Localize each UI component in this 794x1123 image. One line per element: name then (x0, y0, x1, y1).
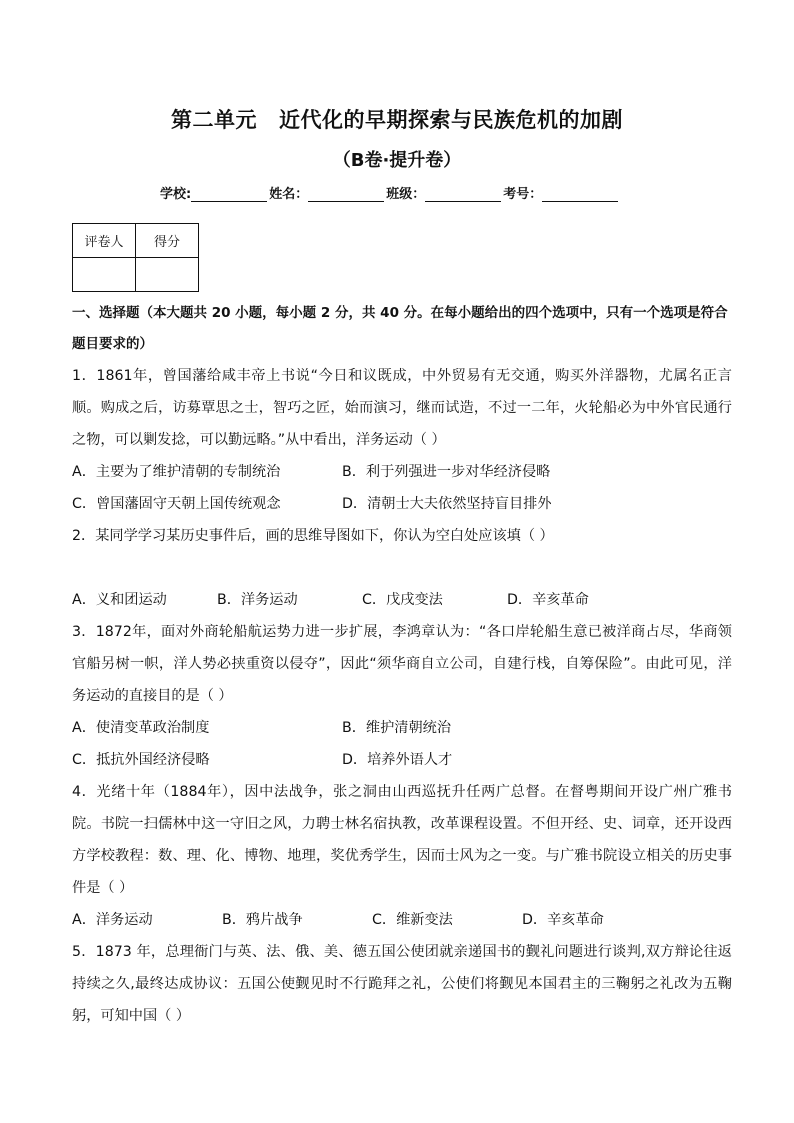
school-label: 学校: (160, 187, 192, 202)
question-4 (72, 776, 732, 936)
name-label: 姓名： (269, 187, 309, 202)
option-d[interactable]: D．培养外语人才 (342, 752, 453, 768)
class-blank[interactable] (425, 187, 501, 202)
option-b[interactable]: B．维护清朝统治 (342, 720, 452, 736)
question-2 (72, 520, 732, 616)
name-blank[interactable] (308, 187, 384, 202)
question-stem: 3．1872年，面对外商轮船航运势力进一步扩展，李鸿章认为：“各口岸轮船生意已被洋商占尽，华商领官船另树一帜，洋人势必挟重资以侵夺”，因此“须华商自立公司，自建行栈，自筹保险”。由此可见，洋务运动的直接目的是（ ） (72, 624, 732, 704)
class-label: 班级： (386, 187, 426, 202)
page-title (0, 104, 794, 134)
question-stem: 1．1861年，曾国藩给咸丰帝上书说“今日和议既成，中外贸易有无交通，购买外洋器物，尤属名正言顺。购成之后，访募覃思之士，智巧之匠，始而演习，继而试造，不过一二年，火轮船必为中外官民通行之物，可以剿发捻，可以勤远略。”从中看出，洋务运动（ ） (72, 368, 732, 448)
option-a[interactable]: A．洋务运动 (72, 912, 153, 928)
mind-map-area (72, 552, 732, 584)
score-table (72, 223, 199, 292)
option-a[interactable]: A．义和团运动 (72, 592, 167, 608)
question-5 (72, 936, 732, 1032)
option-row (72, 488, 732, 520)
option-b[interactable]: B．鸦片战争 (222, 912, 303, 928)
option-b[interactable]: B．洋务运动 (217, 592, 298, 608)
option-c[interactable]: C．曾国藩固守天朝上国传统观念 (72, 496, 281, 512)
school-blank[interactable] (191, 187, 267, 202)
option-d[interactable]: D．辛亥革命 (507, 592, 589, 608)
questions-section (72, 298, 732, 1032)
option-row (72, 584, 732, 616)
option-row (72, 456, 732, 488)
option-row (72, 712, 732, 744)
page-subtitle: （B卷·提升卷） (332, 150, 462, 171)
option-b[interactable]: B．利于列强进一步对华经济侵略 (342, 464, 551, 480)
exam-number-label: 考号： (503, 187, 543, 202)
option-c[interactable]: C．抵抗外国经济侵略 (72, 752, 210, 768)
question-3 (72, 616, 732, 776)
question-stem: 2．某同学学习某历史事件后，画的思维导图如下，你认为空白处应该填（ ） (72, 528, 554, 544)
question-stem: 4．光绪十年（1884年），因中法战争，张之洞由山西巡抚升任两广总督。在督粤期间开设广州广雅书院。书院一扫儒林中这一守旧之风，力聘士林名宿执教，改革课程设置。不但开经、史、词章，还开设西方学校教程：数、理、化、博物、地理，奖优秀学生，因而士风为之一变。与广雅书院设立相关的历史事件是（ ） (72, 784, 732, 896)
unit-title: 近代化的早期探索与民族危机的加剧 (279, 108, 623, 132)
score-cell[interactable] (136, 258, 199, 292)
option-a[interactable]: A．主要为了维护清朝的专制统治 (72, 464, 281, 480)
option-d[interactable]: D．辛亥革命 (522, 912, 604, 928)
student-info-line (160, 183, 620, 202)
unit-label: 第二单元 (171, 108, 257, 132)
option-row (72, 744, 732, 776)
option-c[interactable]: C．维新变法 (372, 912, 453, 928)
question-stem: 5．1873 年，总理衙门与英、法、俄、美、德五国公使团就亲递国书的觐礼问题进行谈判,双方辩论往返持续之久,最终达成协议：五国公使觐见时不行跪拜之礼，公使们将觐见本国君主的三鞠躬之礼改为五鞠躬，可知中国（ ） (72, 944, 732, 1024)
option-row (72, 904, 732, 936)
grader-header: 评卷人 (73, 224, 136, 258)
exam-number-blank[interactable] (542, 187, 618, 202)
option-a[interactable]: A．使清变革政治制度 (72, 720, 210, 736)
grader-cell[interactable] (73, 258, 136, 292)
option-d[interactable]: D．清朝士大夫依然坚持盲目排外 (342, 496, 552, 512)
option-c[interactable]: C．戊戌变法 (362, 592, 443, 608)
score-header: 得分 (136, 224, 199, 258)
section-heading: 一、选择题（本大题共 20 小题，每小题 2 分，共 40 分。在每小题给出的四个选项中，只有一个选项是符合题目要求的） (72, 305, 728, 352)
question-1 (72, 360, 732, 520)
